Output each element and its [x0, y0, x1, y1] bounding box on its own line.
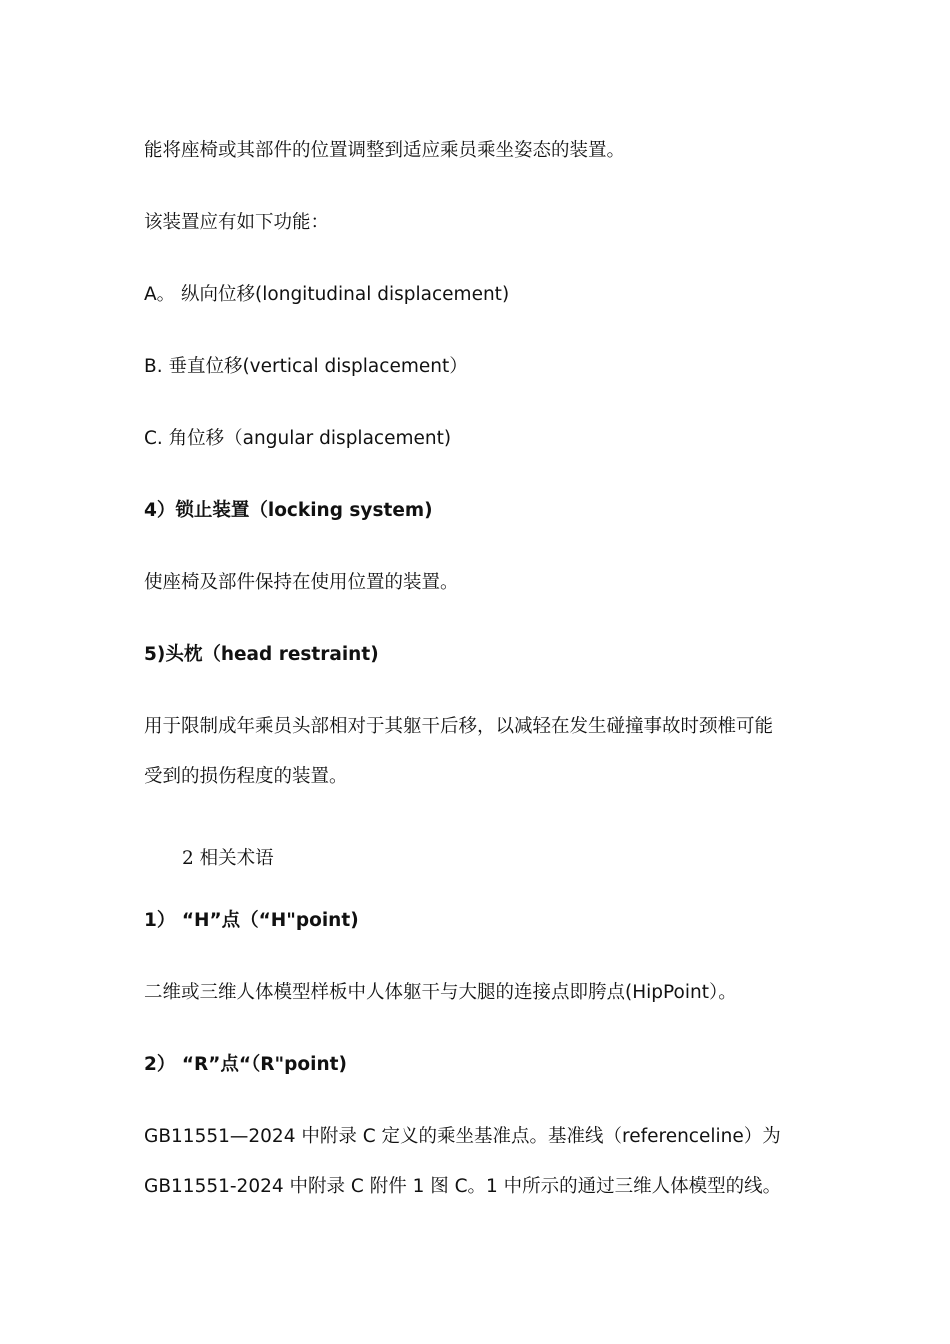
heading-head-restraint: 5)头枕（head restraint): [144, 644, 379, 665]
paragraph-head-restraint-1: 用于限制成年乘员头部相对于其躯干后移，以减轻在发生碰撞事故时颈椎可能: [144, 716, 774, 737]
heading-h-point: 1） “H”点（“H"point): [144, 910, 359, 931]
paragraph-adjustment-device: 能将座椅或其部件的位置调整到适应乘员乘坐姿态的装置。: [144, 140, 626, 161]
paragraph-h-point: 二维或三维人体模型样板中人体躯干与大腿的连接点即胯点(HipPoint）。: [144, 982, 737, 1003]
section-heading-related-terms: 2 相关术语: [182, 848, 274, 869]
list-item-a: A。 纵向位移(longitudinal displacement): [144, 284, 510, 305]
paragraph-functions-intro: 该装置应有如下功能：: [144, 212, 330, 233]
paragraph-r-point-1: GB11551—2024 中附录 C 定义的乘坐基准点。基准线（referenceline）为: [144, 1126, 781, 1147]
heading-locking-system: 4）锁止装置（locking system): [144, 500, 433, 521]
paragraph-head-restraint-2: 受到的损伤程度的装置。: [144, 766, 348, 787]
list-item-b: B. 垂直位移(vertical displacement）: [144, 356, 468, 377]
paragraph-r-point-2: GB11551-2024 中附录 C 附件 1 图 C。1 中所示的通过三维人体模型的线。: [144, 1176, 782, 1197]
list-item-c: C. 角位移（angular displacement): [144, 428, 452, 449]
heading-r-point: 2） “R”点“（R"point): [144, 1054, 347, 1075]
paragraph-locking-system: 使座椅及部件保持在使用位置的装置。: [144, 572, 459, 593]
